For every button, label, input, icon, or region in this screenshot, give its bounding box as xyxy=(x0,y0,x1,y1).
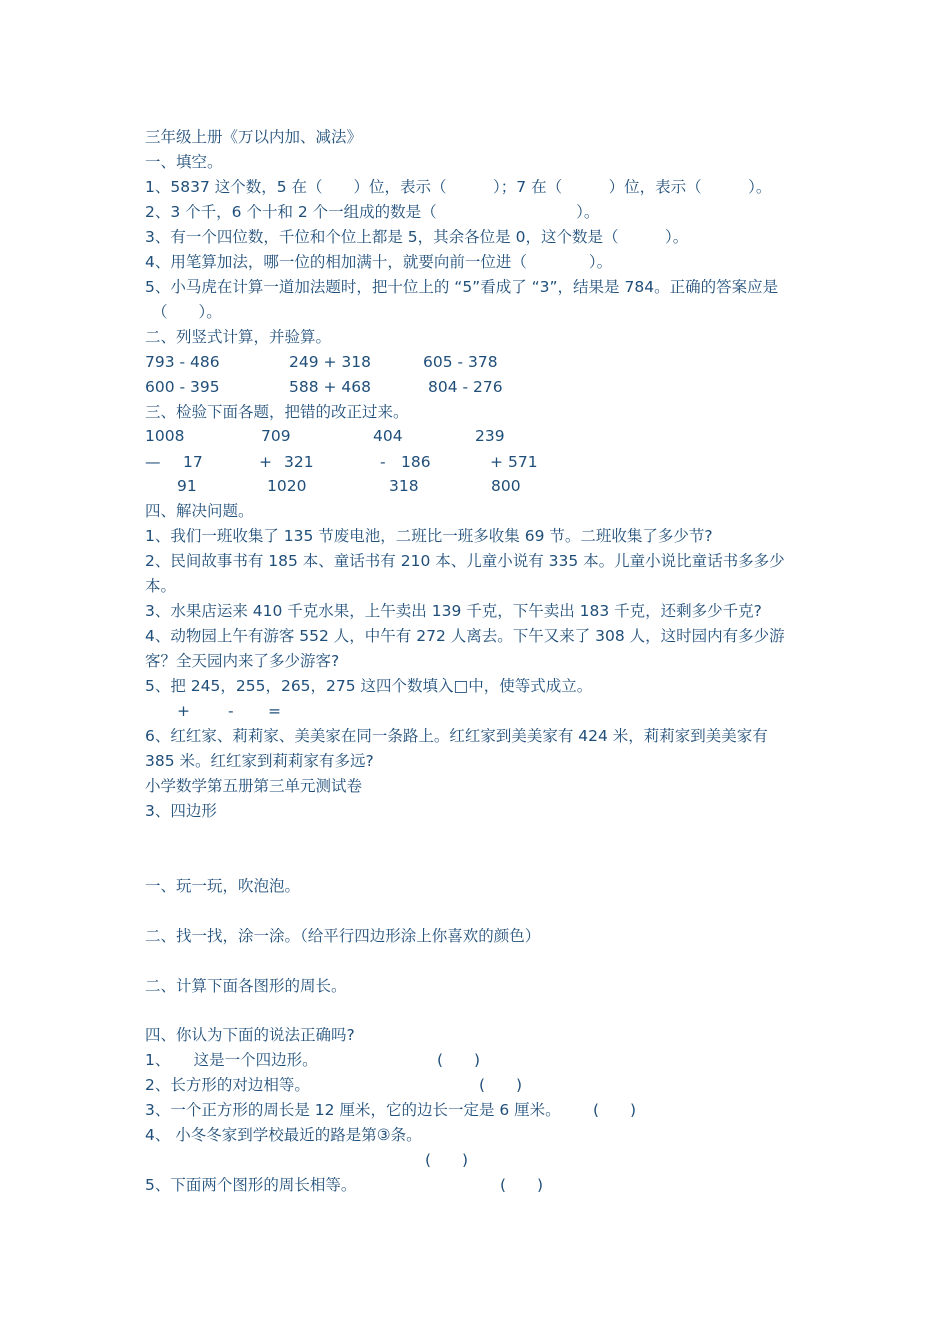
check-second-number: 17 xyxy=(183,453,203,471)
minus-sign: - xyxy=(228,702,234,720)
calc-item: 249 + 318 xyxy=(289,353,372,371)
calc-item: 600 - 395 xyxy=(145,378,220,396)
check-top-number: 1008 xyxy=(145,427,185,445)
check-result: 800 xyxy=(491,477,521,495)
problem-5: 5、把 245，255，265，275 这四个数填入□中，使等式成立。 xyxy=(145,677,593,695)
fill-question-5: 5、小马虎在计算一道加法题时，把十位上的 “5”看成了 “3”，结果是 784。正确的答案应是 xyxy=(145,278,779,296)
calc-item: 804 - 276 xyxy=(428,378,503,396)
calc-item: 605 - 378 xyxy=(423,353,498,371)
judge-item-1: 1、 这是一个四边形。 xyxy=(145,1051,318,1069)
problem-6: 6、红红家、莉莉家、美美家在同一条路上。红红家到美美家有 424 米，莉莉家到美美家有 xyxy=(145,727,768,745)
section-2-heading: 二、列竖式计算，并验算。 xyxy=(145,328,332,346)
judge-blank-4: ( ) xyxy=(425,1151,469,1169)
part2-section-4: 四、你认为下面的说法正确吗? xyxy=(145,1026,355,1044)
fill-question-3: 3、有一个四位数，千位和个位上都是 5，其余各位是 0，这个数是（ ）。 xyxy=(145,228,689,246)
check-top-number: 239 xyxy=(475,427,505,445)
problem-6-cont: 385 米。红红家到莉莉家有多远? xyxy=(145,752,374,770)
check-result: 1020 xyxy=(267,477,307,495)
check-operator: — xyxy=(145,453,161,471)
fill-question-1: 1、5837 这个数，5 在（ ）位，表示（ ）；7 在（ ）位，表示（ ）。 xyxy=(145,178,772,196)
judge-blank-5: ( ) xyxy=(500,1176,544,1194)
check-top-number: 709 xyxy=(261,427,291,445)
section-1-heading: 一、填空。 xyxy=(145,153,223,171)
calc-item: 793 - 486 xyxy=(145,353,220,371)
judge-blank-3: ( ) xyxy=(593,1101,637,1119)
section-3-heading: 三、检验下面各题，把错的改正过来。 xyxy=(145,403,409,421)
judge-item-4: 4、 小冬冬家到学校最近的路是第③条。 xyxy=(145,1126,422,1144)
problem-4-cont: 客？全天园内来了多少游客? xyxy=(145,652,340,670)
problem-1: 1、我们一班收集了 135 节废电池，二班比一班多收集 69 节。二班收集了多少节? xyxy=(145,527,713,545)
part2-section-2: 二、找一找，涂一涂。（给平行四边形涂上你喜欢的颜色） xyxy=(145,927,541,945)
check-result: 91 xyxy=(177,477,197,495)
judge-item-5: 5、下面两个图形的周长相等。 xyxy=(145,1176,357,1194)
check-second-number: 321 xyxy=(284,453,314,471)
part2-section-3: 二、计算下面各图形的周长。 xyxy=(145,977,347,995)
check-operator: + xyxy=(259,453,272,471)
check-operator: + xyxy=(490,453,503,471)
check-operator: - xyxy=(380,453,386,471)
part2-subtitle: 3、四边形 xyxy=(145,802,217,820)
doc-title: 三年级上册《万以内加、减法》 xyxy=(145,128,363,146)
judge-item-3: 3、一个正方形的周长是 12 厘米，它的边长一定是 6 厘米。 xyxy=(145,1101,561,1119)
fill-question-4: 4、用笔算加法，哪一位的相加满十，就要向前一位进（ ）。 xyxy=(145,253,613,271)
problem-3: 3、水果店运来 410 千克水果，上午卖出 139 千克，下午卖出 183 千克，还剩多少千克? xyxy=(145,602,762,620)
part2-title: 小学数学第五册第三单元测试卷 xyxy=(145,777,363,795)
part2-section-1: 一、玩一玩，吹泡泡。 xyxy=(145,877,301,895)
equals-sign: = xyxy=(268,702,281,720)
check-second-number: 571 xyxy=(508,453,538,471)
problem-2: 2、民间故事书有 185 本、童话书有 210 本、儿童小说有 335 本。儿童小说比童话书多多少 xyxy=(145,552,785,570)
check-result: 318 xyxy=(389,477,419,495)
judge-blank-2: ( ) xyxy=(479,1076,523,1094)
fill-question-5-blank: （ ）。 xyxy=(152,303,222,321)
problem-4: 4、动物园上午有游客 552 人，中午有 272 人离去。下午又来了 308 人，这时园内有多少游 xyxy=(145,627,785,645)
plus-sign: + xyxy=(177,702,190,720)
judge-item-2: 2、长方形的对边相等。 xyxy=(145,1076,310,1094)
section-4-heading: 四、解决问题。 xyxy=(145,502,254,520)
fill-question-2: 2、3 个千，6 个十和 2 个一组成的数是（ ）。 xyxy=(145,203,600,221)
judge-blank-1: ( ) xyxy=(437,1051,481,1069)
calc-item: 588 + 468 xyxy=(289,378,372,396)
check-top-number: 404 xyxy=(373,427,403,445)
check-second-number: 186 xyxy=(401,453,431,471)
problem-2-cont: 本。 xyxy=(145,577,177,595)
